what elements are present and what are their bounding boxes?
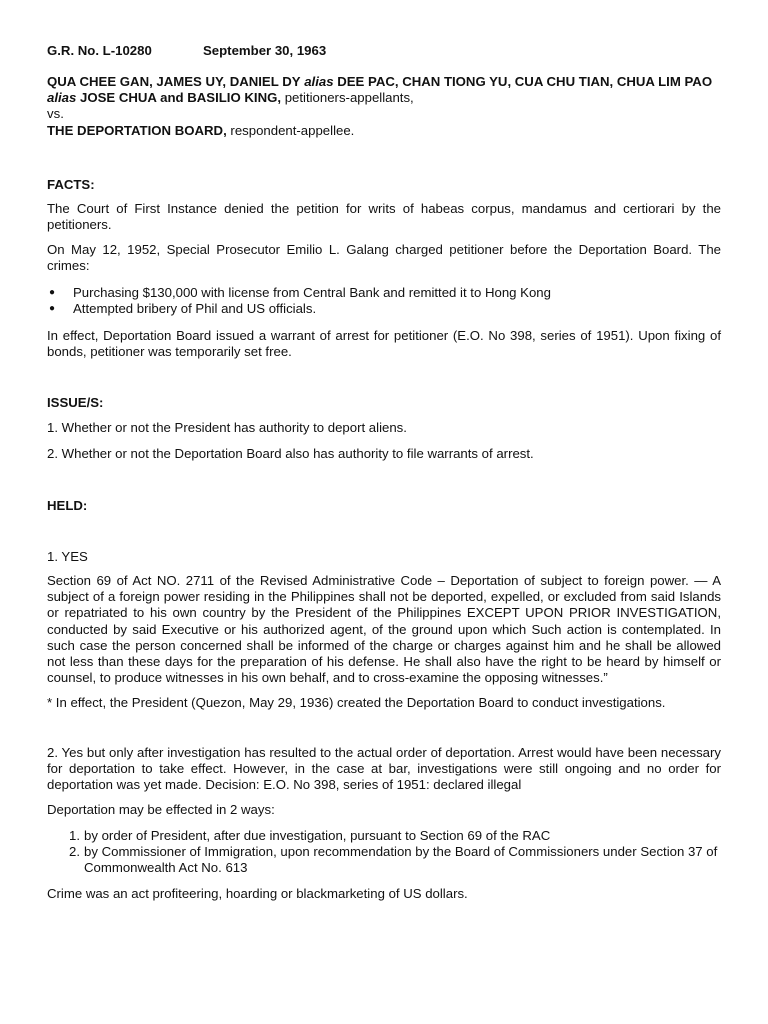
facts-paragraph-1: The Court of First Instance denied the petition for writs of habeas corpus, mandamus and certiorari by the petitioners. (47, 201, 721, 233)
petitioners-line (47, 74, 721, 106)
facts-heading: FACTS: (47, 177, 95, 192)
petitioner-names-3: JOSE CHUA and BASILIO KING, (80, 90, 282, 106)
issue-item-1: 1. Whether or not the President has authority to deport aliens. (47, 420, 407, 435)
petitioner-names-1: QUA CHEE GAN, JAMES UY, DANIEL DY (47, 74, 301, 89)
list-item: ● Purchasing $130,000 with license from Central Bank and remitted it to Hong Kong (49, 285, 551, 300)
facts-paragraph-2: On May 12, 1952, Special Prosecutor Emilio L. Galang charged petitioner before the Deportation Board. The crimes: (47, 242, 721, 274)
held-note: * In effect, the President (Quezon, May 29, 1936) created the Deportation Board to conduct investigations. (47, 695, 666, 710)
held-heading: HELD: (47, 498, 88, 513)
issues-heading: ISSUE/S: (47, 395, 104, 410)
case-parties (47, 74, 721, 139)
alias-label-1: alias (304, 74, 334, 89)
held-answer-2: 2. Yes but only after investigation has resulted to the actual order of deportation. Arrest would have been necessary for deportation to take effect. However, in the case at bar, investigations were still ongoing and no order for deportation was yet made. Decision: E.O. No 398, series of 1951: declared illegal (47, 745, 721, 793)
alias-label-2: alias (47, 90, 77, 106)
petitioner-role: petitioners-appellants, (284, 90, 414, 106)
versus-label: vs. (47, 106, 64, 122)
bullet-icon: ● (49, 303, 56, 315)
bullet-icon: ● (49, 287, 56, 298)
case-number: G.R. No. L-10280 (47, 43, 152, 58)
case-date: September 30, 1963 (203, 43, 327, 58)
ways-list (47, 828, 721, 877)
petitioner-names-2: DEE PAC, CHAN TIONG YU, CUA CHU TIAN, CHUA LIM PAO (337, 74, 713, 89)
section-69-text: Section 69 of Act NO. 2711 of the Revised Administrative Code – Deportation of subject to foreign power. — A subject of a foreign power residing in the Philippines shall not be deported, expelled, or excluded from said Islands or repatriated to his own country by the President of the Philippines EXCEPT UPON PRIOR INVESTIGATION, conducted by said Executive or his authorized agent, of the ground upon which Such action is contemplated. In such case the person concerned shall be informed of the charge or charges against him and he shall be allowed not less than these days for the preparation of his defense. He shall also have the right to be heard by himself or counsel, to produce witnesses in his own behalf, and to cross-examine the opposing witnesses.” (47, 573, 721, 686)
crimes-list (47, 285, 721, 317)
respondent-role: respondent-appellee. (230, 122, 355, 138)
case-header (47, 43, 326, 59)
crime-statement: Crime was an act profiteering, hoarding or blackmarketing of US dollars. (47, 886, 468, 901)
list-item: 2. by Commissioner of Immigration, upon recommendation by the Board of Commissioners under Section 37 of Commonwealth Act No. 613 (69, 844, 718, 876)
ways-intro: Deportation may be effected in 2 ways: (47, 802, 275, 817)
respondent-name: THE DEPORTATION BOARD, (47, 122, 227, 138)
respondent-line (47, 123, 721, 139)
facts-paragraph-3: In effect, Deportation Board issued a warrant of arrest for petitioner (E.O. No 398, series of 1951). Upon fixing of bonds, petitioner was temporarily set free. (47, 328, 721, 360)
issue-item-2: 2. Whether or not the Deportation Board also has authority to file warrants of arrest. (47, 446, 534, 461)
list-item: ● Attempted bribery of Phil and US officials. (49, 301, 317, 317)
list-item: 1. by order of President, after due investigation, pursuant to Section 69 of the RAC (69, 828, 551, 843)
held-answer-1: 1. YES (47, 549, 88, 564)
